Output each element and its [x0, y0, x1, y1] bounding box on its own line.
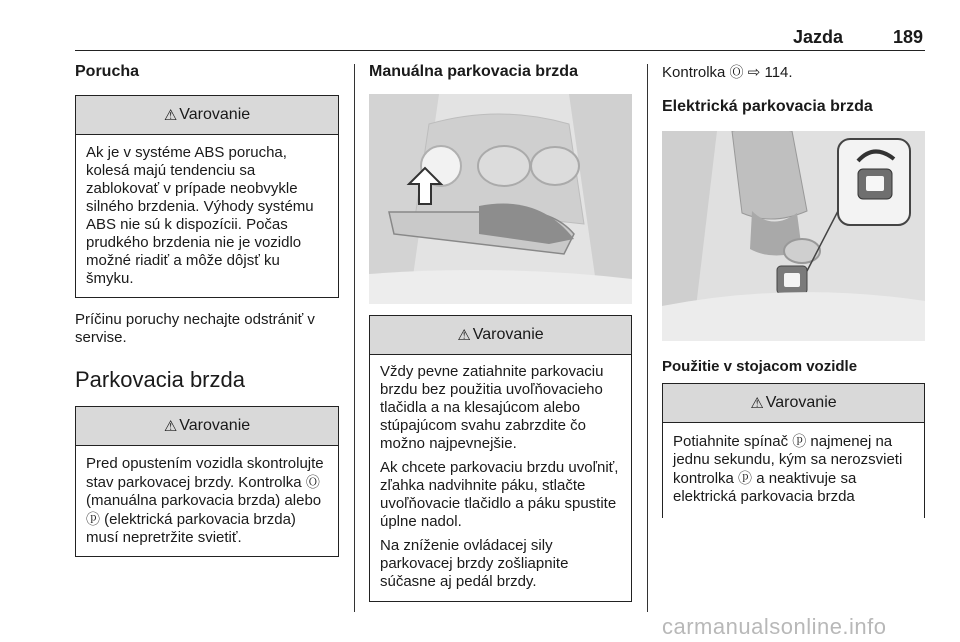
- page-number: 189: [892, 27, 923, 47]
- warning-paragraph-1: Vždy pevne zatiahnite parkovaciu brzdu bez použitia uvoľňovacieho tlačidla a na klesajúcom alebo stúpajúcom svahu zabrzdite čo možno najpevnejšie.: [380, 363, 604, 452]
- warning-title: Varovanie: [472, 326, 544, 343]
- watermark: carmanualsonline.info: [662, 614, 887, 639]
- column-3: [662, 62, 925, 518]
- page-reference: 114.: [764, 64, 793, 81]
- column-1: [75, 62, 339, 557]
- heading-parking-brake: Parkovacia brzda: [75, 367, 245, 392]
- warning-title: Varovanie: [179, 417, 251, 434]
- electric-parking-brake-illustration: [662, 131, 925, 341]
- warning-box-electric-brake: [662, 383, 925, 518]
- warning-text: Potiahnite spínač ⓟ najmenej na jednu sekundu, kým sa nerozsvieti kontrolka ⓟ a neaktivuje sa elektrická parkovacia brzda: [673, 433, 903, 505]
- electric-brake-icon: ⓟ: [738, 470, 753, 486]
- warning-title: Varovanie: [179, 106, 251, 123]
- manual-parking-brake-illustration: [369, 94, 632, 304]
- warning-triangle-icon: ⚠: [163, 107, 178, 124]
- column-divider-2: [647, 64, 648, 612]
- page-header: [75, 22, 925, 51]
- warning-text: Ak je v systéme ABS porucha, kolesá majú tendenciu sa zablokovať v prípade neobvykle silného brzdenia. Výhody systému ABS nie sú k dispozícii. Počas prudkého brzdenia nie je vozidlo možné riadiť a môže dôjsť ku šmyku.: [86, 144, 314, 287]
- electric-brake-icon: ⓟ: [792, 433, 807, 449]
- column-divider-1: [354, 64, 355, 612]
- warning-paragraph-2: Ak chcete parkovaciu brzdu uvoľniť, zľahka nadvihnite páku, stlačte uvoľňovacie tlačidlo a páku spustite úplne nadol.: [380, 459, 619, 530]
- page-reference-arrow-icon: ⇨: [747, 64, 761, 81]
- warning-box-parking: [75, 406, 339, 557]
- fault-text: Príčinu poruchy nechajte odstrániť v servise.: [75, 311, 315, 346]
- warning-text: Pred opustením vozidla skontrolujte stav parkovacej brzdy. Kontrolka Ⓞ (manuálna parkovacia brzda) alebo ⓟ (elektrická parkovacia brzda) musí nepretržite svietiť.: [86, 455, 324, 546]
- brake-warning-icon: Ⓞ: [729, 64, 744, 80]
- warning-header: [76, 96, 338, 135]
- warning-box-abs: [75, 95, 339, 298]
- subheading-stationary: Použitie v stojacom vozidle: [662, 358, 858, 375]
- warning-header: [663, 384, 924, 423]
- warning-triangle-icon: ⚠: [163, 418, 178, 435]
- warning-title: Varovanie: [765, 394, 837, 411]
- warning-triangle-icon: ⚠: [750, 395, 764, 412]
- warning-header: [370, 316, 631, 355]
- brake-warning-icon: Ⓞ: [305, 474, 320, 490]
- heading-manual-brake: Manuálna parkovacia brzda: [369, 63, 578, 80]
- indicator-reference: Kontrolka Ⓞ ⇨ 114.: [662, 64, 793, 81]
- warning-paragraph-3: Na zníženie ovládacej sily parkovacej brzdy zošliapnite súčasne aj pedál brzdy.: [380, 537, 569, 590]
- warning-header: [76, 407, 338, 446]
- heading-electric-brake: Elektrická parkovacia brzda: [662, 98, 873, 115]
- heading-fault: Porucha: [75, 63, 140, 80]
- warning-box-manual-brake: [369, 315, 632, 602]
- warning-triangle-icon: ⚠: [457, 327, 471, 344]
- electric-brake-icon: ⓟ: [86, 511, 100, 527]
- section-title: Jazda: [792, 27, 843, 47]
- column-2: [369, 62, 632, 602]
